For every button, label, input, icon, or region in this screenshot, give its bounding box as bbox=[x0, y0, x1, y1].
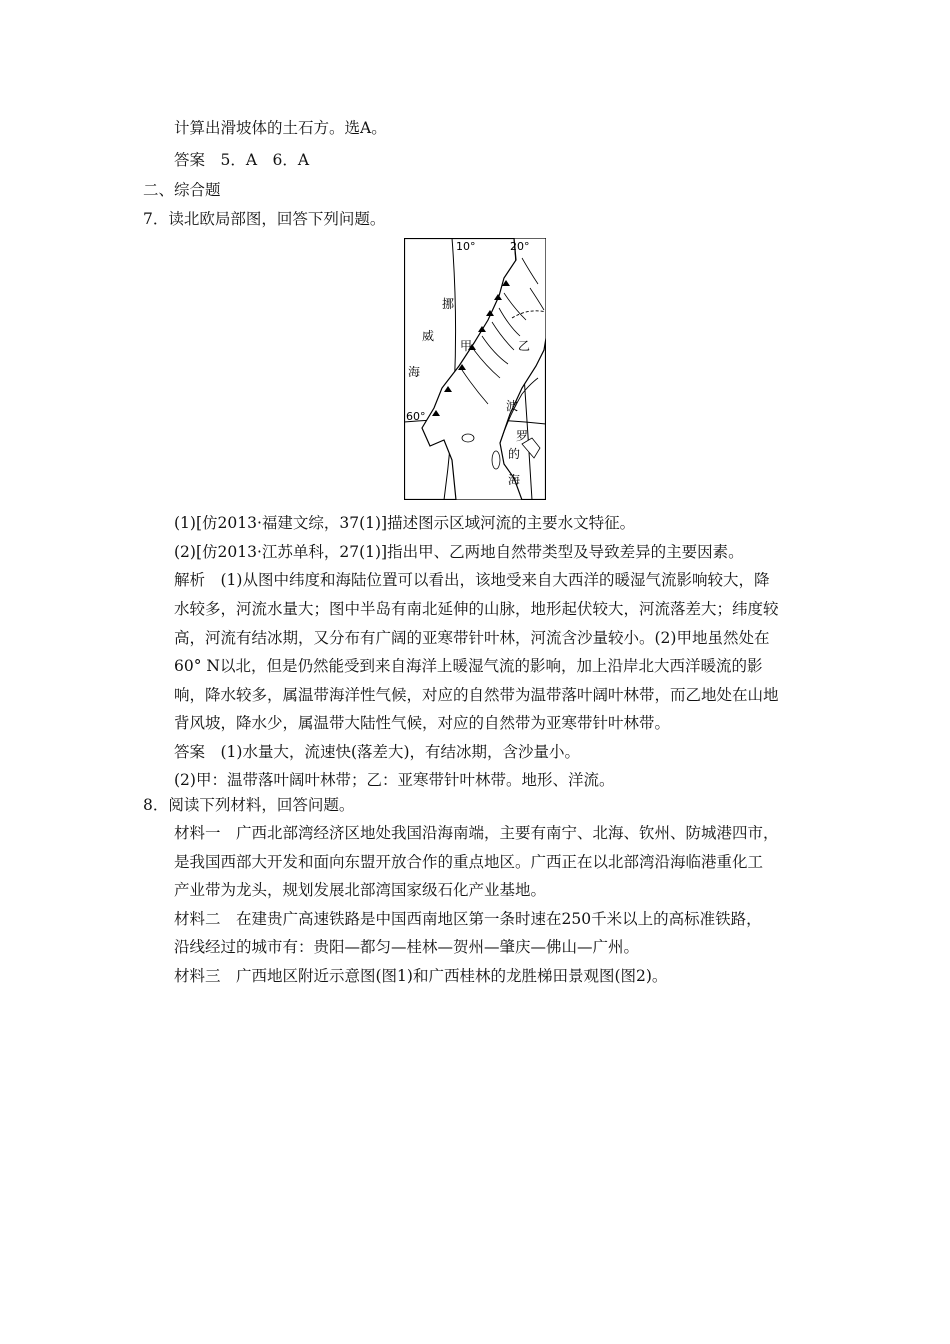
lat-label-60: 60° bbox=[406, 410, 426, 423]
line-16: 是我国西部大开发和面向东盟开放合作的重点地区。广西正在以北部湾沿海临港重化工 bbox=[174, 853, 764, 871]
label-bo: 波 bbox=[506, 399, 519, 413]
section-heading: 二、综合题 bbox=[143, 181, 221, 199]
line-12: 答案 (1)水量大，流速快(落差大)，有结冰期，含沙量小。 bbox=[174, 743, 581, 761]
line-5: (2)[仿2013·江苏单科，27(1)]指出甲、乙两地自然带类型及导致差异的主要因素。 bbox=[174, 543, 744, 561]
line-8: 高，河流有结冰期，又分布有广阔的亚寒带针叶林，河流含沙量较小。(2)甲地虽然处在 bbox=[174, 629, 770, 647]
line-6: 解析 (1)从图中纬度和海陆位置可以看出，该地受来自大西洋的暖湿气流影响较大，降 bbox=[174, 571, 770, 589]
question-7: 7．读北欧局部图，回答下列问题。 bbox=[143, 210, 386, 228]
line-1: 答案 5．A 6．A bbox=[174, 151, 310, 169]
northern-europe-map bbox=[404, 238, 546, 500]
line-19: 沿线经过的城市有：贵阳—都匀—桂林—贺州—肇庆—佛山—广州。 bbox=[174, 938, 640, 956]
line-17: 产业带为龙头，规划发展北部湾国家级石化产业基地。 bbox=[174, 881, 547, 899]
label-hai-1: 海 bbox=[408, 365, 421, 379]
label-luo: 罗 bbox=[516, 429, 529, 443]
label-nuo: 挪 bbox=[442, 297, 455, 311]
line-18: 材料二 在建贵广高速铁路是中国西南地区第一条时速在250千米以上的高标准铁路， bbox=[174, 910, 762, 928]
question-8: 8．阅读下列材料，回答问题。 bbox=[143, 796, 355, 814]
line-7: 水较多，河流水量大；图中半岛有南北延伸的山脉，地形起伏较大，河流落差大；纬度较 bbox=[174, 600, 779, 618]
label-jia: 甲 bbox=[460, 339, 473, 353]
line-13: (2)甲：温带落叶阔叶林带；乙：亚寒带针叶林带。地形、洋流。 bbox=[174, 771, 615, 789]
line-10: 响，降水较多，属温带海洋性气候，对应的自然带为温带落叶阔叶林带，而乙地处在山地 bbox=[174, 686, 779, 704]
label-de: 的 bbox=[508, 447, 521, 461]
label-yi: 乙 bbox=[518, 339, 531, 353]
line-9: 60° N以北，但是仍然能受到来自海洋上暖湿气流的影响，加上沿岸北大西洋暖流的影 bbox=[174, 657, 763, 675]
line-4: (1)[仿2013·福建文综，37(1)]描述图示区域河流的主要水文特征。 bbox=[174, 514, 636, 532]
lon-label-20: 20° bbox=[510, 240, 530, 253]
lon-label-10: 10° bbox=[456, 240, 476, 253]
line-11: 背风坡，降水少，属温带大陆性气候，对应的自然带为亚寒带针叶林带。 bbox=[174, 714, 671, 732]
line-20: 材料三 广西地区附近示意图(图1)和广西桂林的龙胜梯田景观图(图2)。 bbox=[174, 967, 668, 985]
label-wei: 威 bbox=[422, 329, 435, 343]
line-0: 计算出滑坡体的土石方。选A。 bbox=[174, 119, 387, 137]
label-hai-2: 海 bbox=[508, 473, 521, 487]
line-15: 材料一 广西北部湾经济区地处我国沿海南端，主要有南宁、北海、钦州、防城港四市， bbox=[174, 824, 779, 842]
